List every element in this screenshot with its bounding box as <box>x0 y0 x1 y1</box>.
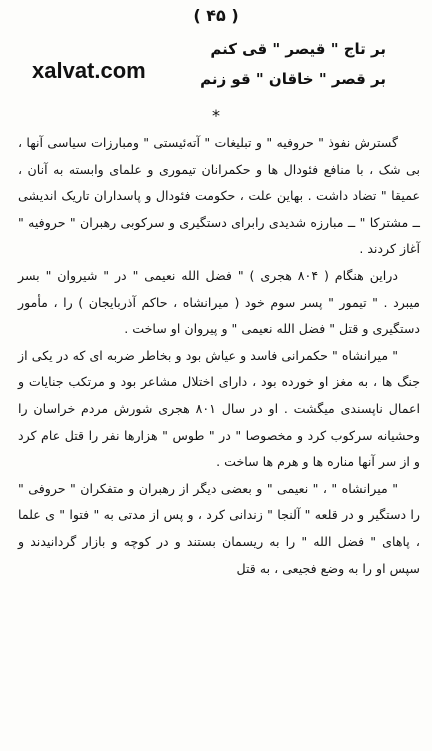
body-text <box>18 130 420 582</box>
poem-verse-2: بر قصر " خاقان " قو زنم <box>200 70 386 88</box>
section-separator: * <box>212 106 220 125</box>
paragraph: دراین هنگام ( ۸۰۴ هجری ) " فضل الله نعیمی " در " شیروان " بسر میبرد . " تیمور " پسر سوم خود ( میرانشاه ، حاکم آذربایجان ) را ، مأمور دستگیری و قتل " فضل الله نعیمی " و پیروان او ساخت . <box>18 267 420 337</box>
site-watermark: xalvat.com <box>32 58 146 83</box>
paragraph: " میرانشاه " ، " نعیمی " و بعضی دیگر از رهبران و متفکران " حروفی " را دستگیر و در قلعه " آلنجا " زندانی کرد ، و پس از مدتی به " فتوا " ی علما ، پاهای " فضل الله " را به ریسمان بستند و در کوچه و بازار گردانیدند و سپس او را به وضع فجیعی ، به قتل <box>18 480 420 576</box>
paragraph: گسترش نفوذ " حروفیه " و تبلیغات " آتەئیستی " ومبارزات سیاسی آنها ، بی شک ، با منافع فئودال ها و حکمرانان تیموری و علمای وابسته به آنان ، عمیقا " تضاد داشت . بهاین علت ، حکومت فئودال و پاسداران تاریک اندیشی ــ مشترکا " ــ مبارزه شدیدی رابرای دستگیری و سرکوبی رهبران " حروفیه " آغاز کردند . <box>18 135 420 257</box>
page-number: ( ۴۵ ) <box>193 6 239 25</box>
paragraph: " میرانشاه " حکمرانی فاسد و عیاش بود و بخاطر ضربه ای که در یکی از جنگ ها ، به مغز او خورده بود ، دارای اختلال مشاعر بود و مرتکب جنایات و اعمال ناپسندی میگشت . او در سال ۸۰۱ هجری شورش مردم خراسان را وحشیانه سرکوب کرد و مخصوصا " در " طوس " هزارها نفر را قتل عام کرد و از سر آنها مناره ها و هرم ها ساخت . <box>18 347 420 470</box>
poem-verse-1: بر تاج " قیصر " قی کنم <box>210 40 386 58</box>
